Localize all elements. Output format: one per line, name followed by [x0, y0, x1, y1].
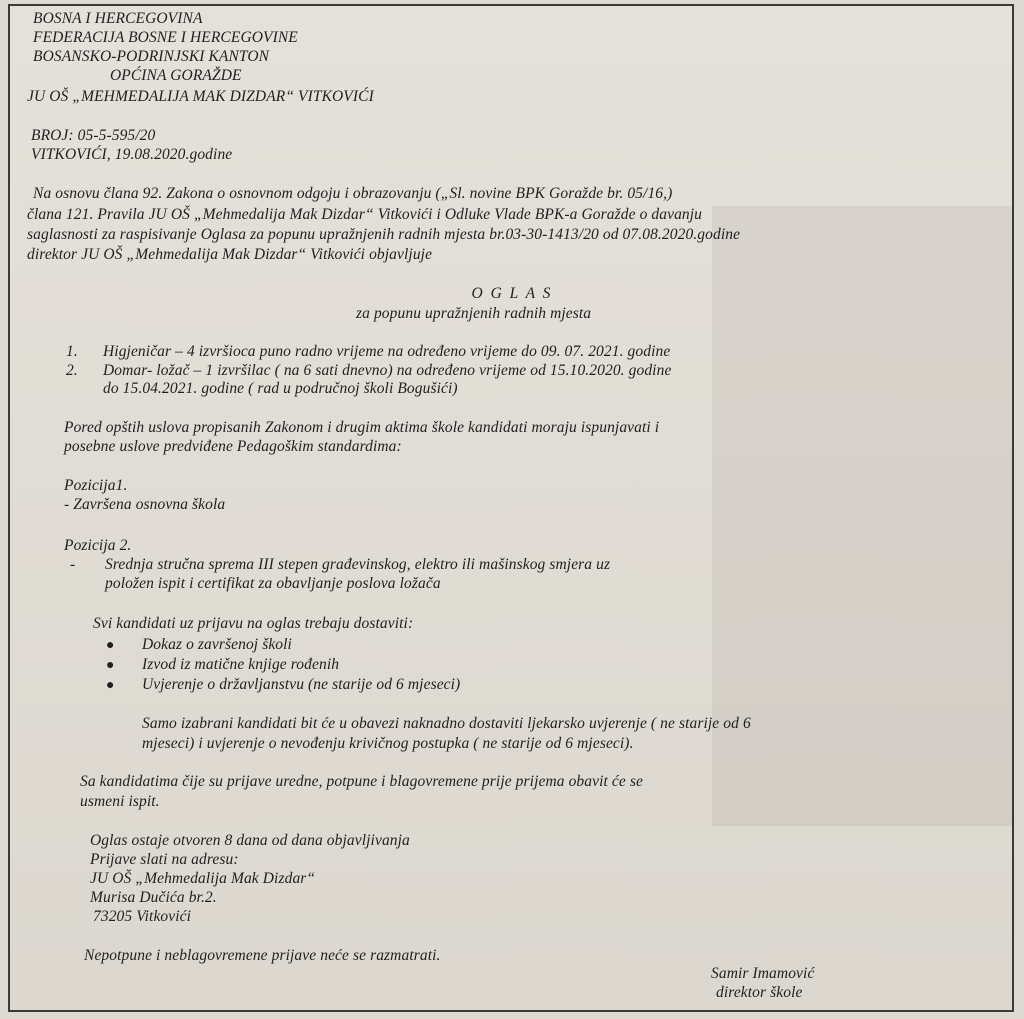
document-item: Uvjerenje o državljanstvu (ne starije od 6 mjeseci) [142, 676, 461, 693]
documents-note: Samo izabrani kandidati bit će u obavezi naknadno dostaviti ljekarsko uvjerenje ( ne starije od 6 [142, 715, 751, 732]
position-text: do 15.04.2021. godine ( rad u područnoj školi Bogušići) [103, 380, 458, 397]
header-federation: FEDERACIJA BOSNE I HERCEGOVINE [33, 29, 298, 46]
position-text: Higjeničar – 4 izvršioca puno radno vrijeme na određeno vrijeme do 09. 07. 2021. godine [103, 343, 671, 360]
exam-text: Sa kandidatima čije su prijave uredne, potpune i blagovremene prije prijema obavit će se [80, 773, 643, 790]
document-item: Izvod iz matične knjige rođenih [142, 656, 340, 673]
conditions-line: posebne uslove predviđene Pedagoškim standardima: [64, 438, 402, 455]
open-period: Oglas ostaje otvoren 8 dana od dana objavljivanja [90, 832, 410, 849]
header-school: JU OŠ „MEHMEDALIJA MAK DIZDAR“ VITKOVIĆI [27, 88, 374, 105]
intro-line: direktor JU OŠ „Mehmedalija Mak Dizdar“ Vitkovići objavljuje [27, 246, 433, 263]
document-number: BROJ: 05-5-595/20 [31, 127, 156, 144]
header-country: BOSNA I HERCEGOVINA [33, 10, 203, 27]
intro-line: člana 121. Pravila JU OŠ „Mehmedalija Mak Dizdar“ Vitkovići i Odluke Vlade BPK-a Goražde o davanju [27, 206, 703, 223]
bullet-icon: ● [106, 638, 115, 653]
intro-line: saglasnosti za raspisivanje Oglasa za popunu upražnjenih radnih mjesta br.03-30-1413/20 od 07.08.2020.godine [27, 226, 741, 243]
address-line: Murisa Dučića br.2. [90, 889, 217, 906]
conditions-line: Pored opštih uslova propisanih Zakonom i drugim aktima škole kandidati moraju ispunjavati i [64, 419, 660, 436]
header-canton: BOSANSKO-PODRINJSKI KANTON [33, 48, 270, 65]
document-date: VITKOVIĆI, 19.08.2020.godine [31, 146, 233, 163]
pozicija2-heading: Pozicija 2. [64, 537, 132, 554]
pozicija2-dash: - [70, 556, 76, 573]
documents-intro: Svi kandidati uz prijavu na oglas trebaju dostaviti: [93, 615, 414, 632]
address-line: JU OŠ „Mehmedalija Mak Dizdar“ [90, 870, 316, 887]
address-line: 73205 Vitkovići [93, 908, 192, 925]
pozicija1-heading: Pozicija1. [64, 477, 128, 494]
send-label: Prijave slati na adresu: [90, 851, 239, 868]
position-number: 1. [66, 343, 78, 360]
position-number: 2. [66, 362, 78, 379]
document-item: Dokaz o završenoj školi [142, 636, 292, 653]
position-text: Domar- ložač – 1 izvršilac ( na 6 sati dnevno) na određeno vrijeme od 15.10.2020. godine [103, 362, 672, 379]
documents-note: mjeseci) i uvjerenje o nevođenju krivičnog postupka ( ne starije od 6 mjeseci). [142, 735, 634, 752]
closing-note: Nepotpune i neblagovremene prijave neće se razmatrati. [84, 947, 441, 964]
exam-text: usmeni ispit. [80, 793, 160, 810]
header-municipality: OPĆINA GORAŽDE [110, 67, 242, 84]
pozicija1-item: - Završena osnovna škola [64, 496, 226, 513]
bullet-icon: ● [106, 678, 115, 693]
signature-name: Samir Imamović [711, 965, 815, 982]
signature-role: direktor škole [716, 984, 803, 1001]
page-title: O G L A S [471, 285, 553, 302]
page-subtitle: za popunu upražnjenih radnih mjesta [356, 305, 592, 322]
pozicija2-text: Srednja stručna sprema III stepen građevinskog, elektro ili mašinskog smjera uz [105, 556, 611, 573]
intro-line: Na osnovu člana 92. Zakona o osnovnom odgoju i obrazovanju („Sl. novine BPK Goražde br. 05/16,) [33, 185, 673, 202]
pozicija2-text: položen ispit i certifikat za obavljanje poslova ložača [105, 575, 441, 592]
bullet-icon: ● [106, 658, 115, 673]
